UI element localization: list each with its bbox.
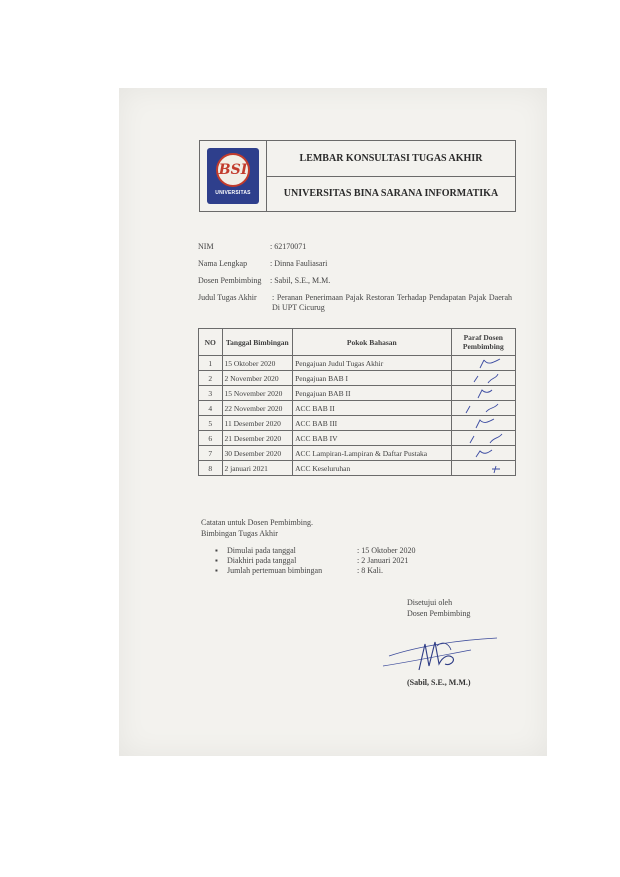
logo-mark: BSI — [218, 161, 248, 178]
row-no: 4 — [199, 401, 223, 416]
row-date: 30 Desember 2020 — [222, 446, 293, 461]
logo-cell — [200, 141, 267, 211]
row-date: 21 Desember 2020 — [222, 431, 293, 446]
name-label: Nama Lengkap — [198, 259, 248, 268]
row-topic: Pengajuan BAB II — [293, 386, 452, 401]
notes-item-start: ▪ Dimulai pada tanggal : 15 Oktober 2020 — [215, 546, 416, 555]
table-row — [199, 461, 516, 476]
row-date: 2 November 2020 — [222, 371, 293, 386]
row-date: 22 November 2020 — [222, 401, 293, 416]
header-date: Tanggal Bimbingan — [222, 329, 293, 356]
row-topic: ACC BAB IV — [293, 431, 452, 446]
nim-value: : 62170071 — [270, 242, 307, 251]
approval-block — [407, 598, 470, 620]
row-date: 11 Desember 2020 — [222, 416, 293, 431]
table-row — [199, 446, 516, 461]
row-signature — [451, 401, 515, 416]
row-date: 15 Oktober 2020 — [222, 356, 293, 371]
notes-item-end: ▪ Diakhiri pada tanggal : 2 Januari 2021 — [215, 556, 409, 565]
row-topic: Pengajuan BAB I — [293, 371, 452, 386]
approval-line-1: Disetujui oleh — [407, 598, 453, 607]
row-signature — [451, 371, 515, 386]
logo-emblem-icon — [216, 153, 250, 187]
bullet-icon: ▪ — [215, 556, 218, 565]
row-signature — [451, 446, 515, 461]
bullet-icon: ▪ — [215, 566, 218, 575]
table-body — [199, 356, 516, 476]
consultation-table — [198, 328, 516, 476]
nim-label: NIM — [198, 242, 214, 251]
row-topic: ACC BAB II — [293, 401, 452, 416]
row-signature — [451, 431, 515, 446]
thesis-title-value: : Peranan Penerimaan Pajak Restoran Terhadap Pendapatan Pajak Daerah Di UPT Cicurug — [272, 293, 512, 312]
row-topic: ACC BAB III — [293, 416, 452, 431]
row-no: 3 — [199, 386, 223, 401]
approval-line-2: Dosen Pembimbing — [407, 609, 471, 618]
row-topic: ACC Keseluruhan — [293, 461, 452, 476]
row-topic: ACC Lampiran-Lampiran & Daftar Pustaka — [293, 446, 452, 461]
table-header-row — [199, 329, 516, 356]
row-no: 7 — [199, 446, 223, 461]
row-signature — [451, 461, 515, 476]
advisor-label: Dosen Pembimbing — [198, 276, 262, 285]
row-no: 5 — [199, 416, 223, 431]
header-signature: Paraf Dosen Pembimbing — [451, 329, 515, 356]
table-row — [199, 431, 516, 446]
notes-line-2: Bimbingan Tugas Akhir — [201, 529, 278, 538]
notes-item-count: ▪ Jumlah pertemuan bimbingan : 8 Kali. — [215, 566, 383, 575]
document-title: LEMBAR KONSULTASI TUGAS AKHIR — [299, 152, 483, 164]
notes-line-1: Catatan untuk Dosen Pembimbing. — [201, 518, 313, 527]
row-signature — [451, 386, 515, 401]
table-row — [199, 371, 516, 386]
row-no: 2 — [199, 371, 223, 386]
thesis-title-label: Judul Tugas Akhir — [198, 293, 257, 302]
row-signature — [451, 356, 515, 371]
university-name: UNIVERSITAS BINA SARANA INFORMATIKA — [267, 176, 515, 212]
row-date: 2 januari 2021 — [222, 461, 293, 476]
advisor-signature — [379, 626, 499, 676]
row-signature — [451, 416, 515, 431]
table-row — [199, 356, 516, 371]
title-cell — [267, 141, 515, 211]
row-no: 6 — [199, 431, 223, 446]
row-no: 8 — [199, 461, 223, 476]
university-logo — [207, 148, 259, 204]
document-page — [119, 88, 547, 756]
header-no: NO — [199, 329, 223, 356]
name-value: : Dinna Fauliasari — [270, 259, 328, 268]
header-topic: Pokok Bahasan — [293, 329, 452, 356]
signer-name: (Sabil, S.E., M.M.) — [407, 678, 471, 687]
advisor-value: : Sabil, S.E., M.M. — [270, 276, 331, 285]
bullet-icon: ▪ — [215, 546, 218, 555]
table-row — [199, 416, 516, 431]
notes-section — [201, 518, 416, 576]
row-date: 15 November 2020 — [222, 386, 293, 401]
document-header — [199, 140, 516, 212]
logo-caption: UNIVERSITAS — [215, 189, 251, 196]
table-row — [199, 401, 516, 416]
row-no: 1 — [199, 356, 223, 371]
row-topic: Pengajuan Judul Tugas Akhir — [293, 356, 452, 371]
table-row — [199, 386, 516, 401]
